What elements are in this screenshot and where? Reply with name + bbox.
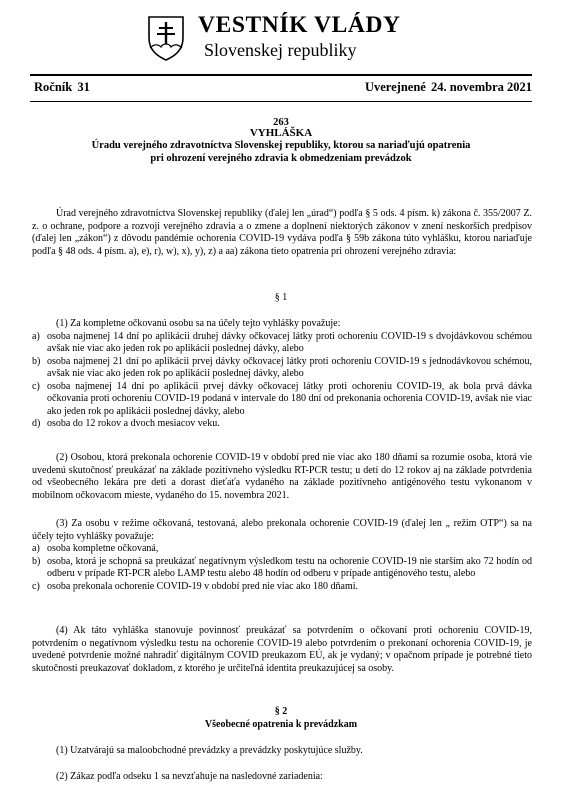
preamble [32, 208, 532, 258]
gazette-title: VESTNÍK VLÁDY [198, 12, 401, 38]
item-list [32, 331, 532, 431]
coat-of-arms-icon [146, 14, 186, 62]
list-item: a) osoba najmenej 14 dní po aplikácii druhej dávky očkovacej látky proti ochoreniu COVID-19 s dvojdávkovou schémou avšak nie viac ako jeden rok po aplikácii poslednej dávky, alebo [32, 330, 532, 354]
list-item: c) osoba prekonala ochorenie COVID-19 v období pred nie viac ako 180 dňami. [32, 580, 359, 592]
section-1-paragraph-3 [32, 518, 532, 593]
published-label: Uverejnené [364, 80, 426, 94]
list-item: a) osoba kompletne očkovaná, [32, 543, 159, 554]
volume-line [32, 80, 90, 95]
section-2-paragraph-1: (1) Uzatvárajú sa maloobchodné prevádzky a prevádzky poskytujúce služby. [56, 745, 363, 756]
paragraph-intro: (3) Za osobu v režime očkovaná, testovaná, alebo prekonala ochorenie COVID-19 (ďalej len „ režim OTP“) sa na účely tejto vyhlášky považuje: [32, 518, 532, 542]
section-2-paragraph-2: (2) Zákaz podľa odseku 1 sa nevzťahuje na nasledovné zariadenia: [56, 771, 323, 782]
section-1-paragraph-1 [32, 318, 532, 431]
volume-number: 31 [77, 80, 90, 94]
section-1-paragraph-4: (4) Ak táto vyhláška stanovuje povinnosť preukázať sa potvrdením o očkovaní proti ochoreniu COVID-19, potvrdením o negatívnom výsledku testu na ochorenie COVID-19 alebo potvrdením o prekonaní ochorenia COVID-19, je uvedené potvrdenie možné nahradiť digitálnym COVID preukazom EÚ, ak je vydaný; v opačnom prípade je potrebné tieto skutočnosti preukazovať dokladom, z ktorého je určiteľná identita preukazujúcej sa osoby. [32, 625, 532, 674]
item-list [32, 543, 532, 593]
published-date: 24. novembra 2021 [430, 80, 532, 94]
header-rule-bottom [30, 101, 532, 102]
section-2-title: Všeobecné opatrenia k prevádzkam [204, 719, 358, 730]
gazette-subtitle: Slovenskej republiky [204, 40, 357, 60]
list-item: d) osoba do 12 rokov a dvoch mesiacov veku. [32, 418, 220, 429]
paragraph-intro: (1) Za kompletne očkovanú osobu sa na účely tejto vyhlášky považuje: [56, 318, 341, 329]
decree-title [30, 139, 532, 165]
decree-kind: VYHLÁŠKA [249, 127, 313, 139]
preamble-text: Úrad verejného zdravotníctva Slovenskej republiky (ďalej len „úrad“) podľa § 5 ods. 4 písm. k) zákona č. 355/2007 Z. z. o ochrane, podpore a rozvoji verejného zdravia a o zmene a doplnení niektorých zákonov v znení neskorších predpisov (ďalej len „zákon“) z dôvodu pandémie ochorenia COVID-19 vydáva podľa § 59b zákona túto vyhlášku, ktorou nariaďuje podľa § 48 ods. 4 písm. a), e), r), w), x), y), z) a aa) zákona tieto opatrenia pri ohrození verejného zdravia: [32, 208, 532, 257]
publication-date-line [363, 80, 532, 95]
list-item: c) osoba najmenej 14 dní po aplikácii prvej dávky očkovacej látky proti ochoreniu COVID-19, ak bola prvá dávka očkovania proti ochoreniu COVID-19 podaná v intervale do 180 dní od prekonania ochorenia COVID-19, avšak nie viac ako jeden rok po aplikácii poslednej dávky, alebo [32, 380, 532, 417]
list-item: b) osoba najmenej 21 dní po aplikácii prvej dávky očkovacej látky proti ochoreniu COVID-19 s jednodávkovou schémou, avšak nie viac ako jeden rok po aplikácii poslednej dávky, alebo [32, 355, 532, 379]
volume-label: Ročník [34, 80, 73, 94]
decree-title-line2: pri ohrození verejného zdravia k obmedzeniam prevádzok [150, 153, 412, 164]
decree-title-line1: Úradu verejného zdravotníctva Slovenskej republiky, ktorou sa nariaďujú opatrenia [91, 140, 471, 151]
section-1-heading: § 1 [274, 292, 288, 303]
section-1-paragraph-2: (2) Osobou, ktorá prekonala ochorenie COVID-19 v období pred nie viac ako 180 dňami sa rozumie osoba, ktorá vie uvedenú skutočnosť preukázať na základe pozitívneho výsledku RT-PCR testu; u detí do 12 rokov aj na základe potvrdenia od všeobecného lekára pre deti a dorast dieťaťa vydaného na základe pozitívneho antigénového testu vykonanom v mobilnom očkovacom mieste, vydaného do 15. novembra 2021. [32, 452, 532, 501]
header-rule-top [30, 74, 532, 76]
decree-number: 263 [273, 117, 289, 128]
section-2-heading: § 2 [274, 706, 288, 717]
list-item: b) osoba, ktorá je schopná sa preukázať negatívnym výsledkom testu na ochorenie COVID-19 nie starším ako 72 hodín od odberu v prípade RT-PCR alebo LAMP testu alebo 48 hodín od odberu v prípade antigénového testu, alebo [32, 555, 532, 579]
